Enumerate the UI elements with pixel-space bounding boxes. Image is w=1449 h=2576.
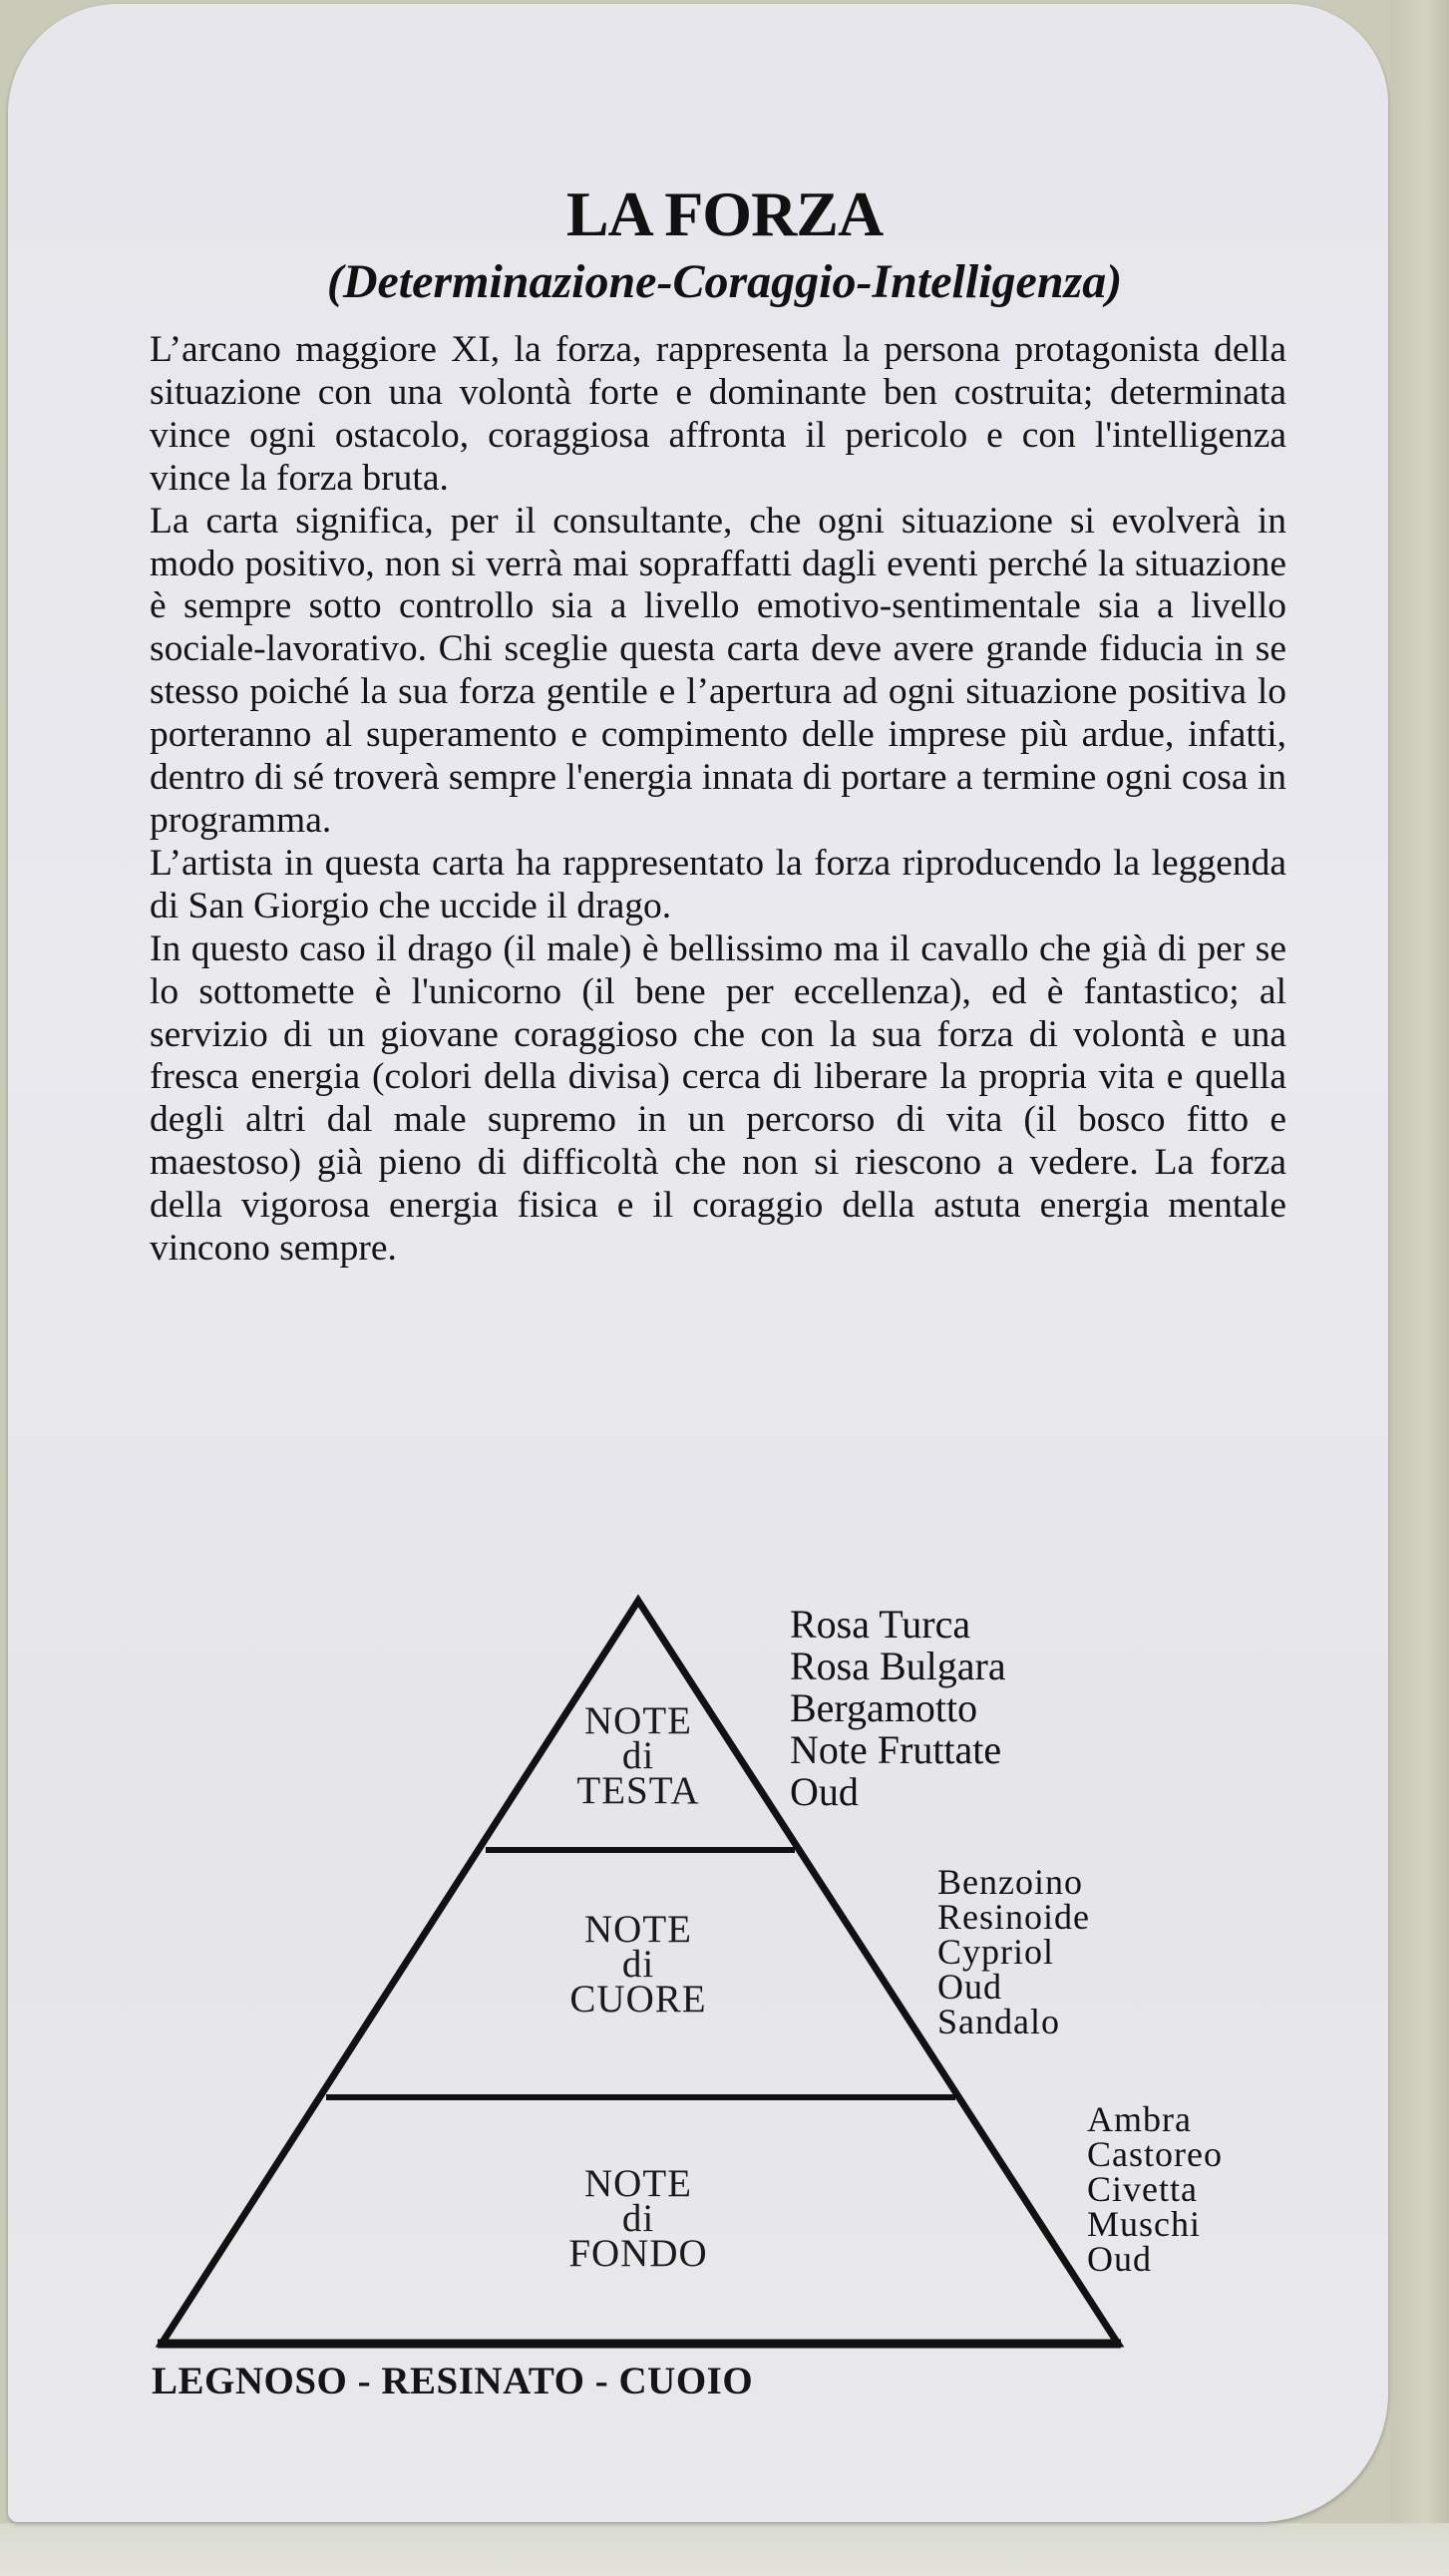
card-title: LA FORZA <box>565 179 884 249</box>
tier-label-line: di <box>621 1943 655 1986</box>
paragraph-intro: L’arcano maggiore XI, la forza, rappresenta la persona protagonista della situazione con una volontà forte e dominante ben costruita; determinata vince ogni ostacolo, coraggiosa affronta il pericolo e con l'intelligenza vince la forza bruta. <box>150 329 1286 499</box>
note-item: Note Fruttate <box>790 1727 1002 1772</box>
notes-list-testa <box>790 1604 1006 1813</box>
note-item: Rosa Bulgara <box>790 1644 1006 1688</box>
tier-label-fondo <box>539 2164 738 2274</box>
note-item: Sandalo <box>937 2002 1060 2041</box>
paragraph-meaning: La carta significa, per il consultante, che ogni situazione si evolverà in modo positivo, non si verrà mai sopraffatti dagli eventi perché la situazione è sempre sotto controllo sia a livello emotivo-sentimentale sia a livello sociale-lavorativo. Chi sceglie questa carta deve avere grande fiducia in se stesso poiché la sua forza gentile e l’apertura ad ogni situazione positiva lo porteranno al superamento e compimento delle imprese più ardue, infatti, dentro di sé troverà sempre l'energia innata di portare a termine ogni cosa in programma. <box>150 500 1287 841</box>
paragraph-symbolism: In questo caso il drago (il male) è bellissimo ma il cavallo che già di per se lo sottomette è l'unicorno (il bene per eccellenza), ed è fantastico; al servizio di un giovane coraggioso che con la sua forza di volontà e una fresca energia (colori della divisa) cerca di liberare la propria vita e quella degli altri dal male supremo in un percorso di vita (il bosco fitto e maestoso) già pieno di difficoltà che non si riescono a vedere. La forza della vigorosa energia fisica e il coraggio della astuta energia mentale vincono sempre. <box>150 927 1286 1270</box>
note-item: Bergamotto <box>790 1685 978 1730</box>
tier-label-cuore <box>539 1910 738 2020</box>
note-item: Benzoino <box>937 1862 1083 1902</box>
note-item: Cypriol <box>937 1932 1055 1972</box>
tier-label-testa <box>558 1701 718 1811</box>
tier-label-line: CUORE <box>569 1978 707 2021</box>
note-item: Resinoide <box>937 1897 1090 1937</box>
note-item: Castoreo <box>1087 2134 1223 2174</box>
tier-label-line: FONDO <box>568 2232 708 2275</box>
note-item: Oud <box>790 1769 859 1814</box>
tier-label-line: NOTE <box>584 1699 692 1742</box>
note-item: Oud <box>1087 2239 1152 2279</box>
note-item: Muschi <box>1087 2204 1201 2244</box>
tier-label-line: NOTE <box>584 1908 692 1951</box>
note-item: Civetta <box>1087 2169 1198 2209</box>
tier-label-line: di <box>621 2197 655 2240</box>
fragrance-family: LEGNOSO - RESINATO - CUOIO <box>152 2360 754 2402</box>
tier-label-line: di <box>621 1734 655 1777</box>
note-item: Ambra <box>1087 2099 1192 2139</box>
notes-list-cuore <box>937 1862 1090 2041</box>
note-item: Oud <box>937 1967 1002 2007</box>
notes-list-fondo <box>1087 2099 1223 2279</box>
tier-label-line: TESTA <box>576 1769 700 1812</box>
tier-label-line: NOTE <box>584 2162 692 2205</box>
note-item: Rosa Turca <box>790 1602 971 1647</box>
paragraph-artist: L’artista in questa carta ha rappresentato la forza riproducendo la leggenda di San Giorgio che uccide il drago. <box>150 842 1286 926</box>
card-subtitle: (Determinazione-Coraggio-Intelligenza) <box>326 255 1123 308</box>
